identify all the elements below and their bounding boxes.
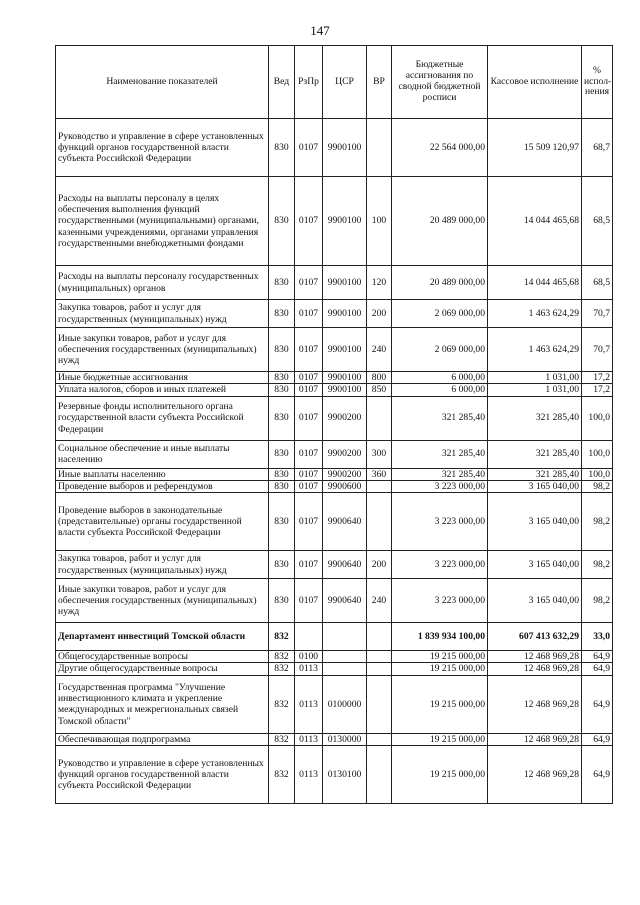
- table-row: [56, 480, 613, 492]
- cell-cash: 3 165 040,00: [488, 493, 582, 551]
- col-header-cash: Кассовое исполнение: [488, 46, 582, 119]
- table-row: [56, 623, 613, 651]
- cell-ved: 830: [269, 440, 295, 468]
- cell-csr: 9900640: [323, 579, 367, 623]
- cell-pct: 98,2: [582, 493, 613, 551]
- cell-pct: 64,9: [582, 651, 613, 663]
- cell-vr: 240: [367, 579, 392, 623]
- table-row: [56, 468, 613, 480]
- cell-rzpr: 0107: [295, 328, 323, 372]
- cell-budget: 20 489 000,00: [392, 266, 488, 300]
- cell-pct: 33,0: [582, 623, 613, 651]
- cell-ved: 830: [269, 372, 295, 384]
- budget-table: [55, 45, 613, 804]
- cell-budget: 6 000,00: [392, 384, 488, 396]
- cell-csr: 9900100: [323, 328, 367, 372]
- cell-csr: 9900200: [323, 396, 367, 440]
- cell-pct: 17,2: [582, 384, 613, 396]
- cell-pct: 100,0: [582, 440, 613, 468]
- cell-pct: 70,7: [582, 328, 613, 372]
- cell-budget: 321 285,40: [392, 468, 488, 480]
- table-row: [56, 675, 613, 733]
- cell-name: Иные выплаты населению: [56, 468, 269, 480]
- cell-name: Резервные фонды исполнительного органа государственной власти субъекта Российской Федерации: [56, 396, 269, 440]
- cell-ved: 830: [269, 300, 295, 328]
- cell-cash: 321 285,40: [488, 468, 582, 480]
- cell-name: Иные бюджетные ассигнования: [56, 372, 269, 384]
- cell-budget: 19 215 000,00: [392, 675, 488, 733]
- cell-pct: 64,9: [582, 746, 613, 804]
- table-row: [56, 551, 613, 579]
- cell-rzpr: 0107: [295, 440, 323, 468]
- cell-budget: 3 223 000,00: [392, 480, 488, 492]
- cell-budget: 6 000,00: [392, 372, 488, 384]
- cell-csr: 9900100: [323, 372, 367, 384]
- cell-budget: 3 223 000,00: [392, 579, 488, 623]
- table-row: [56, 733, 613, 745]
- cell-cash: 14 044 465,68: [488, 266, 582, 300]
- table-row: [56, 746, 613, 804]
- cell-ved: 830: [269, 328, 295, 372]
- cell-budget: 3 223 000,00: [392, 551, 488, 579]
- cell-vr: [367, 493, 392, 551]
- cell-rzpr: 0107: [295, 384, 323, 396]
- cell-cash: 3 165 040,00: [488, 551, 582, 579]
- col-header-name: Наименование показателей: [56, 46, 269, 119]
- cell-budget: 20 489 000,00: [392, 177, 488, 266]
- cell-csr: 9900100: [323, 266, 367, 300]
- cell-name: Руководство и управление в сфере установленных функций органов государственной власти субъекта Российской Федерации: [56, 746, 269, 804]
- cell-name: Обеспечивающая подпрограмма: [56, 733, 269, 745]
- cell-pct: 98,2: [582, 579, 613, 623]
- cell-vr: [367, 733, 392, 745]
- cell-vr: 200: [367, 300, 392, 328]
- cell-vr: 300: [367, 440, 392, 468]
- cell-vr: 200: [367, 551, 392, 579]
- cell-name: Закупка товаров, работ и услуг для государственных (муниципальных) нужд: [56, 551, 269, 579]
- cell-rzpr: 0107: [295, 396, 323, 440]
- cell-csr: 9900100: [323, 119, 367, 177]
- cell-budget: 19 215 000,00: [392, 663, 488, 675]
- cell-name: Государственная программа "Улучшение инвестиционного климата и укрепление международных и межрегиональных связей Томской области": [56, 675, 269, 733]
- cell-ved: 832: [269, 675, 295, 733]
- cell-csr: [323, 651, 367, 663]
- cell-cash: 15 509 120,97: [488, 119, 582, 177]
- cell-budget: 2 069 000,00: [392, 300, 488, 328]
- cell-rzpr: 0107: [295, 579, 323, 623]
- cell-pct: 100,0: [582, 396, 613, 440]
- cell-cash: 3 165 040,00: [488, 480, 582, 492]
- cell-ved: 832: [269, 663, 295, 675]
- cell-csr: 9900200: [323, 468, 367, 480]
- col-header-rzpr: РзПр: [295, 46, 323, 119]
- cell-vr: 100: [367, 177, 392, 266]
- cell-pct: 70,7: [582, 300, 613, 328]
- table-row: [56, 177, 613, 266]
- cell-pct: 64,9: [582, 733, 613, 745]
- cell-csr: 9900100: [323, 384, 367, 396]
- cell-rzpr: 0107: [295, 372, 323, 384]
- page-number: 147: [310, 23, 330, 38]
- cell-rzpr: 0113: [295, 675, 323, 733]
- cell-name: Уплата налогов, сборов и иных платежей: [56, 384, 269, 396]
- cell-vr: 850: [367, 384, 392, 396]
- cell-name: Проведение выборов в законодательные (представительные) органы государственной власти субъекта Российской Федерации: [56, 493, 269, 551]
- cell-budget: 19 215 000,00: [392, 651, 488, 663]
- cell-rzpr: 0113: [295, 746, 323, 804]
- cell-csr: 9900640: [323, 551, 367, 579]
- cell-vr: [367, 623, 392, 651]
- cell-rzpr: 0100: [295, 651, 323, 663]
- cell-vr: [367, 651, 392, 663]
- cell-ved: 830: [269, 493, 295, 551]
- cell-rzpr: 0113: [295, 733, 323, 745]
- cell-name: Департамент инвестиций Томской области: [56, 623, 269, 651]
- col-header-percent: % испол-нения: [582, 46, 613, 119]
- cell-cash: 607 413 632,29: [488, 623, 582, 651]
- cell-budget: 321 285,40: [392, 440, 488, 468]
- cell-cash: 12 468 969,28: [488, 663, 582, 675]
- cell-ved: 830: [269, 480, 295, 492]
- cell-cash: 12 468 969,28: [488, 746, 582, 804]
- col-header-ved: Вед: [269, 46, 295, 119]
- cell-csr: 9900200: [323, 440, 367, 468]
- cell-cash: 12 468 969,28: [488, 733, 582, 745]
- cell-vr: [367, 119, 392, 177]
- cell-ved: 830: [269, 119, 295, 177]
- cell-name: Расходы на выплаты персоналу государственных (муниципальных) органов: [56, 266, 269, 300]
- cell-pct: 98,2: [582, 551, 613, 579]
- cell-ved: 832: [269, 746, 295, 804]
- cell-cash: 1 031,00: [488, 372, 582, 384]
- cell-rzpr: 0107: [295, 551, 323, 579]
- table-row: [56, 396, 613, 440]
- cell-pct: 64,9: [582, 675, 613, 733]
- cell-budget: 2 069 000,00: [392, 328, 488, 372]
- cell-vr: 360: [367, 468, 392, 480]
- cell-pct: 17,2: [582, 372, 613, 384]
- cell-budget: 3 223 000,00: [392, 493, 488, 551]
- cell-cash: 12 468 969,28: [488, 675, 582, 733]
- cell-rzpr: [295, 623, 323, 651]
- table-row: [56, 579, 613, 623]
- cell-budget: 19 215 000,00: [392, 746, 488, 804]
- cell-rzpr: 0107: [295, 266, 323, 300]
- table-row: [56, 493, 613, 551]
- cell-ved: 830: [269, 177, 295, 266]
- col-header-csr: ЦСР: [323, 46, 367, 119]
- cell-cash: 14 044 465,68: [488, 177, 582, 266]
- cell-cash: 3 165 040,00: [488, 579, 582, 623]
- cell-vr: [367, 480, 392, 492]
- cell-csr: [323, 663, 367, 675]
- table-row: [56, 384, 613, 396]
- cell-vr: 240: [367, 328, 392, 372]
- cell-csr: 9900100: [323, 300, 367, 328]
- cell-csr: 9900600: [323, 480, 367, 492]
- cell-rzpr: 0107: [295, 468, 323, 480]
- table-row: [56, 300, 613, 328]
- cell-name: Иные закупки товаров, работ и услуг для обеспечения государственных (муниципальных) нужд: [56, 579, 269, 623]
- cell-cash: 12 468 969,28: [488, 651, 582, 663]
- cell-csr: 9900100: [323, 177, 367, 266]
- cell-ved: 830: [269, 468, 295, 480]
- col-header-vr: ВР: [367, 46, 392, 119]
- cell-cash: 321 285,40: [488, 396, 582, 440]
- table-row: [56, 663, 613, 675]
- cell-cash: 1 463 624,29: [488, 300, 582, 328]
- cell-budget: 22 564 000,00: [392, 119, 488, 177]
- cell-budget: 19 215 000,00: [392, 733, 488, 745]
- cell-cash: 1 031,00: [488, 384, 582, 396]
- cell-rzpr: 0107: [295, 493, 323, 551]
- cell-pct: 98,2: [582, 480, 613, 492]
- cell-ved: 830: [269, 384, 295, 396]
- cell-name: Другие общегосударственные вопросы: [56, 663, 269, 675]
- cell-ved: 830: [269, 266, 295, 300]
- table-header-row: [56, 46, 613, 119]
- cell-rzpr: 0107: [295, 119, 323, 177]
- cell-pct: 64,9: [582, 663, 613, 675]
- cell-vr: 800: [367, 372, 392, 384]
- cell-vr: 120: [367, 266, 392, 300]
- table-row: [56, 119, 613, 177]
- cell-pct: 68,5: [582, 266, 613, 300]
- cell-rzpr: 0107: [295, 480, 323, 492]
- cell-ved: 832: [269, 651, 295, 663]
- cell-name: Расходы на выплаты персоналу в целях обеспечения выполнения функций государственными (муниципальными) органами, казенными учреждениями, органами управления государственными внебюджетными фондами: [56, 177, 269, 266]
- cell-csr: 0130000: [323, 733, 367, 745]
- cell-name: Общегосударственные вопросы: [56, 651, 269, 663]
- cell-name: Иные закупки товаров, работ и услуг для обеспечения государственных (муниципальных) нужд: [56, 328, 269, 372]
- cell-vr: [367, 746, 392, 804]
- cell-budget: 1 839 934 100,00: [392, 623, 488, 651]
- cell-pct: 100,0: [582, 468, 613, 480]
- cell-ved: 832: [269, 623, 295, 651]
- cell-rzpr: 0107: [295, 177, 323, 266]
- col-header-budget: Бюджетные ассигнования по сводной бюджетной росписи: [392, 46, 488, 119]
- cell-csr: [323, 623, 367, 651]
- cell-name: Социальное обеспечение и иные выплаты населению: [56, 440, 269, 468]
- cell-vr: [367, 663, 392, 675]
- table-row: [56, 266, 613, 300]
- cell-rzpr: 0107: [295, 300, 323, 328]
- cell-rzpr: 0113: [295, 663, 323, 675]
- cell-name: Закупка товаров, работ и услуг для государственных (муниципальных) нужд: [56, 300, 269, 328]
- cell-pct: 68,5: [582, 177, 613, 266]
- table-row: [56, 651, 613, 663]
- cell-vr: [367, 675, 392, 733]
- cell-ved: 832: [269, 733, 295, 745]
- cell-budget: 321 285,40: [392, 396, 488, 440]
- cell-ved: 830: [269, 551, 295, 579]
- cell-vr: [367, 396, 392, 440]
- table-row: [56, 372, 613, 384]
- cell-cash: 1 463 624,29: [488, 328, 582, 372]
- cell-cash: 321 285,40: [488, 440, 582, 468]
- cell-pct: 68,7: [582, 119, 613, 177]
- cell-ved: 830: [269, 396, 295, 440]
- cell-name: Проведение выборов и референдумов: [56, 480, 269, 492]
- cell-csr: 0130100: [323, 746, 367, 804]
- cell-ved: 830: [269, 579, 295, 623]
- cell-csr: 0100000: [323, 675, 367, 733]
- table-row: [56, 328, 613, 372]
- cell-csr: 9900640: [323, 493, 367, 551]
- table-row: [56, 440, 613, 468]
- cell-name: Руководство и управление в сфере установленных функций органов государственной власти субъекта Российской Федерации: [56, 119, 269, 177]
